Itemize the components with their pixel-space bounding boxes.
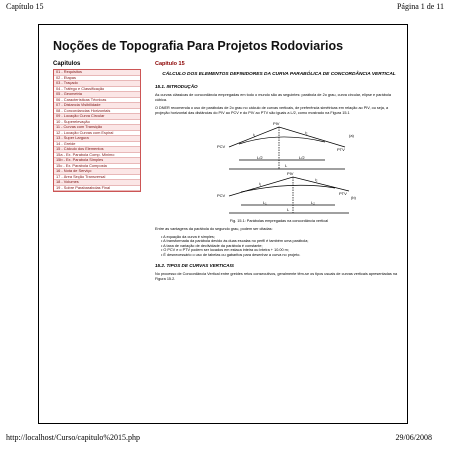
fig-b-tangents [229,177,349,196]
sidebar-chapter-link[interactable]: 15c - Ex. Parabola Composta [54,164,140,170]
chapters-list [53,69,141,192]
sidebar-chapter-link[interactable]: 06 - Características Técnicas [54,98,140,104]
fig-a-i1-label: i₁ [253,132,256,138]
figure-caption: Fig. 15.1: Parábolas empregadas na concordância vertical [229,219,329,224]
fig-b-pcv-label: PCV [217,193,226,199]
print-header-left: Capítulo 15 [6,2,44,11]
fig-b-tag: (b) [351,195,356,201]
sidebar-chapter-link[interactable]: 16 - Nota de Serviço [54,169,140,175]
paragraph-1: As curvas clássicas de concordância empregadas em todo o mundo são as seguintes: parábola de 2o grau, curva circular, elipse e parábola cúbica. [155,93,391,102]
fig-a-ptv-label: PTV [337,147,345,153]
chapters-sidebar [53,61,141,421]
sidebar-chapter-link[interactable]: 10 - Superelevação [54,120,140,126]
fig-b-curve [241,186,335,193]
advantage-item: • O PCV e o PTV podem ser locados em estaca inteira ou inteira + 10.00 m; [161,248,289,253]
fig-b-l2-label: L₂ [311,200,315,206]
sidebar-chapter-link[interactable]: 02 - Etapas [54,76,140,82]
fig-b-i1-label: i₁ [259,181,262,187]
sidebar-chapter-link[interactable]: 07 - Distancia Visibilidade [54,103,140,109]
fig-b-l-label: L [287,207,290,213]
sidebar-chapter-link[interactable]: 14 - Greide [54,142,140,148]
fig-a-half2-label: L/2 [299,155,305,161]
advantages-list [155,235,403,257]
sidebar-title: Capitulos [53,61,81,67]
print-footer-url: http://localhost/Curso/capitulo%2015.php [6,433,140,442]
fig-b-ptv-label: PTV [339,191,347,197]
fig-a-i2-label: i₂ [305,130,308,136]
section-heading-types: 15.2. TIPOS DE CURVAS VERTICAIS [155,263,234,268]
advantage-item: • A transformada da parábola devido às duas escalas no perfil é também uma parábola; [161,239,309,244]
figure-parabolas [155,119,403,217]
chapter-content [155,61,403,421]
sidebar-chapter-link[interactable]: 12 - Locação Curvas com Espiral [54,131,140,137]
section-heading-intro: 15.1. INTRODUÇÃO [155,84,198,89]
paragraph-2: O DNER recomenda o uso de parábolas de 2o grau no cálculo de curvas verticais, de preferência simétricas em relação ao PIV, ou seja, a projeção horizontal das distâncias do PIV ao PCV e do PIV ao PTV são iguais a L/2, como mostrado na Figura 15.1 [155,106,389,115]
print-header-right: Página 1 de 11 [396,2,444,11]
chapter-heading: CÁLCULO DOS ELEMENTOS DEFINIDORES DA CURVA PARABÓLICA DE CONCORDÂNCIA VERTICAL [162,72,396,77]
sidebar-chapter-link[interactable]: 15 - Cálculo dos Elementos [54,147,140,153]
advantage-item: • A equação da curva é simples; [161,234,215,239]
advantage-item: • A taxa de variação de declividade da parábola é constante; [161,243,263,248]
fig-a-half1-label: L/2 [257,155,263,161]
sidebar-chapter-link[interactable]: 11 - Curvas com Transição [54,125,140,131]
sidebar-chapter-link[interactable]: 03 - Traçado [54,81,140,87]
sidebar-chapter-link[interactable]: 04 - Tráfego e Classificação [54,87,140,93]
page-title: Noções de Topografia Para Projetos Rodoviarios [53,39,344,53]
sidebar-chapter-link[interactable]: 08 - Concordancias Horizontais [54,109,140,115]
sidebar-chapter-link[interactable]: 15b - Ex. Parabola Simples [54,158,140,164]
page-frame [38,24,408,424]
fig-a-pcv-label: PCV [217,144,226,150]
fig-a-l-label: L [285,163,288,169]
print-footer-date: 29/06/2008 [395,433,432,442]
fig-b-l1-label: L₁ [263,200,267,206]
sidebar-chapter-link[interactable]: 17 - Área Seção Transversal [54,175,140,181]
fig-b-i2-label: i₂ [315,177,318,183]
sidebar-chapter-link[interactable]: 09 - Locação Curva Circular [54,114,140,120]
sidebar-chapter-link[interactable]: 01 - Requisitos [54,70,140,76]
sidebar-chapter-link[interactable]: 13 - Super Largura [54,136,140,142]
sidebar-chapter-link[interactable]: 05 - Geometria [54,92,140,98]
advantage-item: • É desnecessário o uso de tabelas ou gabaritos para desenhar a curva no projeto. [161,252,301,257]
sidebar-chapter-link[interactable]: 18 - Volumes [54,180,140,186]
paragraph-3: Entre as vantagens da parábola do segundo grau, podem ser citadas: [155,227,273,232]
fig-b-piv-label: PIV [287,171,294,177]
fig-a-tag: (a) [349,133,354,139]
chapter-label: Capitulo 15 [155,61,185,67]
sidebar-chapter-link[interactable]: 19 - Sobre Parabarabolas Final [54,186,140,192]
sidebar-chapter-link[interactable]: 15a - Ex. Parabola Comp. Minimo [54,153,140,159]
fig-a-piv-label: PIV [273,121,280,127]
paragraph-4: No processo de Concordância Vertical entre greides retos consecutivos, geralmente têm-se os tipos usuais de curvas verticais apresentadas na Figura 15.2. [155,272,398,281]
